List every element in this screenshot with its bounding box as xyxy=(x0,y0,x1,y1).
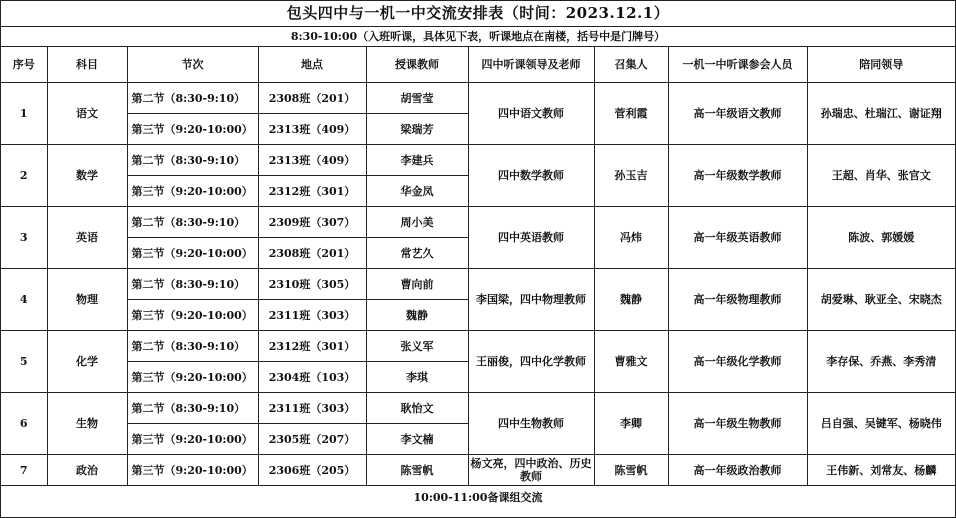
page-title: 包头四中与一机一中交流安排表（时间：2023.12.1） xyxy=(1,1,955,27)
row-convener: 菅利霞 xyxy=(594,83,668,145)
row-location: 2313班（409） xyxy=(258,114,366,145)
row-location: 2309班（307） xyxy=(258,207,366,238)
row-teacher: 李琪 xyxy=(366,362,468,393)
row-participants: 高一年级化学教师 xyxy=(668,331,807,393)
header-slot: 节次 xyxy=(127,47,258,83)
row-convener: 陈雪帆 xyxy=(594,455,668,486)
header-location: 地点 xyxy=(258,47,366,83)
row-number: 7 xyxy=(1,455,47,486)
footer-note: 10:00-11:00备课组交流 xyxy=(413,491,543,504)
header-teacher: 授课教师 xyxy=(366,47,468,83)
row-teacher: 曹向前 xyxy=(366,269,468,300)
row-convener: 孙玉吉 xyxy=(594,145,668,207)
row-slot: 第三节（9:20-10:00） xyxy=(127,300,258,331)
row-leaders: 王伟新、刘常友、杨麟 xyxy=(807,455,955,486)
row-teacher: 李文楠 xyxy=(366,424,468,455)
row-location: 2311班（303） xyxy=(258,300,366,331)
table-row xyxy=(1,331,955,362)
row-leaders: 陈波、郭媛媛 xyxy=(807,207,955,269)
row-teacher: 魏静 xyxy=(366,300,468,331)
row-subject: 物理 xyxy=(47,269,127,331)
row-slot: 第三节（9:20-10:00） xyxy=(127,455,258,486)
row-leaders: 王超、肖华、张官文 xyxy=(807,145,955,207)
row-teacher: 周小美 xyxy=(366,207,468,238)
schedule-table xyxy=(1,47,955,486)
row-slot: 第三节（9:20-10:00） xyxy=(127,176,258,207)
row-teacher: 胡雪莹 xyxy=(366,83,468,114)
row-location: 2308班（201） xyxy=(258,83,366,114)
header-leaders: 陪同领导 xyxy=(807,47,955,83)
row-subject: 语文 xyxy=(47,83,127,145)
header-subject: 科目 xyxy=(47,47,127,83)
row-teacher: 张义军 xyxy=(366,331,468,362)
table-body xyxy=(1,83,955,486)
row-teacher: 陈雪帆 xyxy=(366,455,468,486)
row-convener: 李卿 xyxy=(594,393,668,455)
header-listeners: 四中听课领导及老师 xyxy=(468,47,594,83)
row-slot: 第二节（8:30-9:10） xyxy=(127,207,258,238)
row-location: 2311班（303） xyxy=(258,393,366,424)
table-row xyxy=(1,269,955,300)
row-location: 2312班（301） xyxy=(258,176,366,207)
header-convener: 召集人 xyxy=(594,47,668,83)
row-location: 2306班（205） xyxy=(258,455,366,486)
row-listeners: 杨文亮，四中政治、历史教师 xyxy=(468,455,594,486)
row-slot: 第三节（9:20-10:00） xyxy=(127,424,258,455)
row-convener: 曹雅文 xyxy=(594,331,668,393)
row-teacher: 李建兵 xyxy=(366,145,468,176)
row-teacher: 耿怡文 xyxy=(366,393,468,424)
row-number: 3 xyxy=(1,207,47,269)
row-slot: 第二节（8:30-9:10） xyxy=(127,393,258,424)
row-convener: 魏静 xyxy=(594,269,668,331)
header-participants: 一机一中听课参会人员 xyxy=(668,47,807,83)
table-row xyxy=(1,145,955,176)
session-note: 8:30-10:00（入班听课，具体见下表，听课地点在南楼，括号中是门牌号） xyxy=(1,27,955,47)
header-no: 序号 xyxy=(1,47,47,83)
row-slot: 第三节（9:20-10:00） xyxy=(127,362,258,393)
row-convener: 冯炜 xyxy=(594,207,668,269)
table-row xyxy=(1,83,955,114)
row-slot: 第二节（8:30-9:10） xyxy=(127,83,258,114)
row-slot: 第三节（9:20-10:00） xyxy=(127,114,258,145)
row-location: 2312班（301） xyxy=(258,331,366,362)
row-location: 2304班（103） xyxy=(258,362,366,393)
table-row xyxy=(1,455,955,486)
table-row xyxy=(1,393,955,424)
row-leaders: 吕自强、吴键军、杨晓伟 xyxy=(807,393,955,455)
row-slot: 第三节（9:20-10:00） xyxy=(127,238,258,269)
row-listeners: 四中生物教师 xyxy=(468,393,594,455)
row-listeners: 李国梁，四中物理教师 xyxy=(468,269,594,331)
row-slot: 第二节（8:30-9:10） xyxy=(127,331,258,362)
row-number: 6 xyxy=(1,393,47,455)
row-participants: 高一年级物理教师 xyxy=(668,269,807,331)
row-teacher: 华金凤 xyxy=(366,176,468,207)
row-subject: 政治 xyxy=(47,455,127,486)
row-subject: 数学 xyxy=(47,145,127,207)
row-participants: 高一年级生物教师 xyxy=(668,393,807,455)
row-location: 2308班（201） xyxy=(258,238,366,269)
row-listeners: 四中数学教师 xyxy=(468,145,594,207)
row-location: 2313班（409） xyxy=(258,145,366,176)
row-leaders: 胡爱琳、耿亚全、宋晓杰 xyxy=(807,269,955,331)
row-number: 2 xyxy=(1,145,47,207)
row-number: 4 xyxy=(1,269,47,331)
row-slot: 第二节（8:30-9:10） xyxy=(127,145,258,176)
row-leaders: 李存保、乔燕、李秀清 xyxy=(807,331,955,393)
table-header-row xyxy=(1,47,955,83)
row-slot: 第二节（8:30-9:10） xyxy=(127,269,258,300)
row-subject: 英语 xyxy=(47,207,127,269)
table-row xyxy=(1,207,955,238)
row-location: 2310班（305） xyxy=(258,269,366,300)
row-participants: 高一年级数学教师 xyxy=(668,145,807,207)
row-participants: 高一年级英语教师 xyxy=(668,207,807,269)
row-subject: 化学 xyxy=(47,331,127,393)
row-teacher: 梁瑞芳 xyxy=(366,114,468,145)
row-listeners: 王丽俊，四中化学教师 xyxy=(468,331,594,393)
row-number: 1 xyxy=(1,83,47,145)
row-participants: 高一年级语文教师 xyxy=(668,83,807,145)
row-participants: 高一年级政治教师 xyxy=(668,455,807,486)
row-subject: 生物 xyxy=(47,393,127,455)
row-location: 2305班（207） xyxy=(258,424,366,455)
row-teacher: 常艺久 xyxy=(366,238,468,269)
row-number: 5 xyxy=(1,331,47,393)
row-listeners: 四中英语教师 xyxy=(468,207,594,269)
row-leaders: 孙瑞忠、杜瑞江、谢证翔 xyxy=(807,83,955,145)
row-listeners: 四中语文教师 xyxy=(468,83,594,145)
